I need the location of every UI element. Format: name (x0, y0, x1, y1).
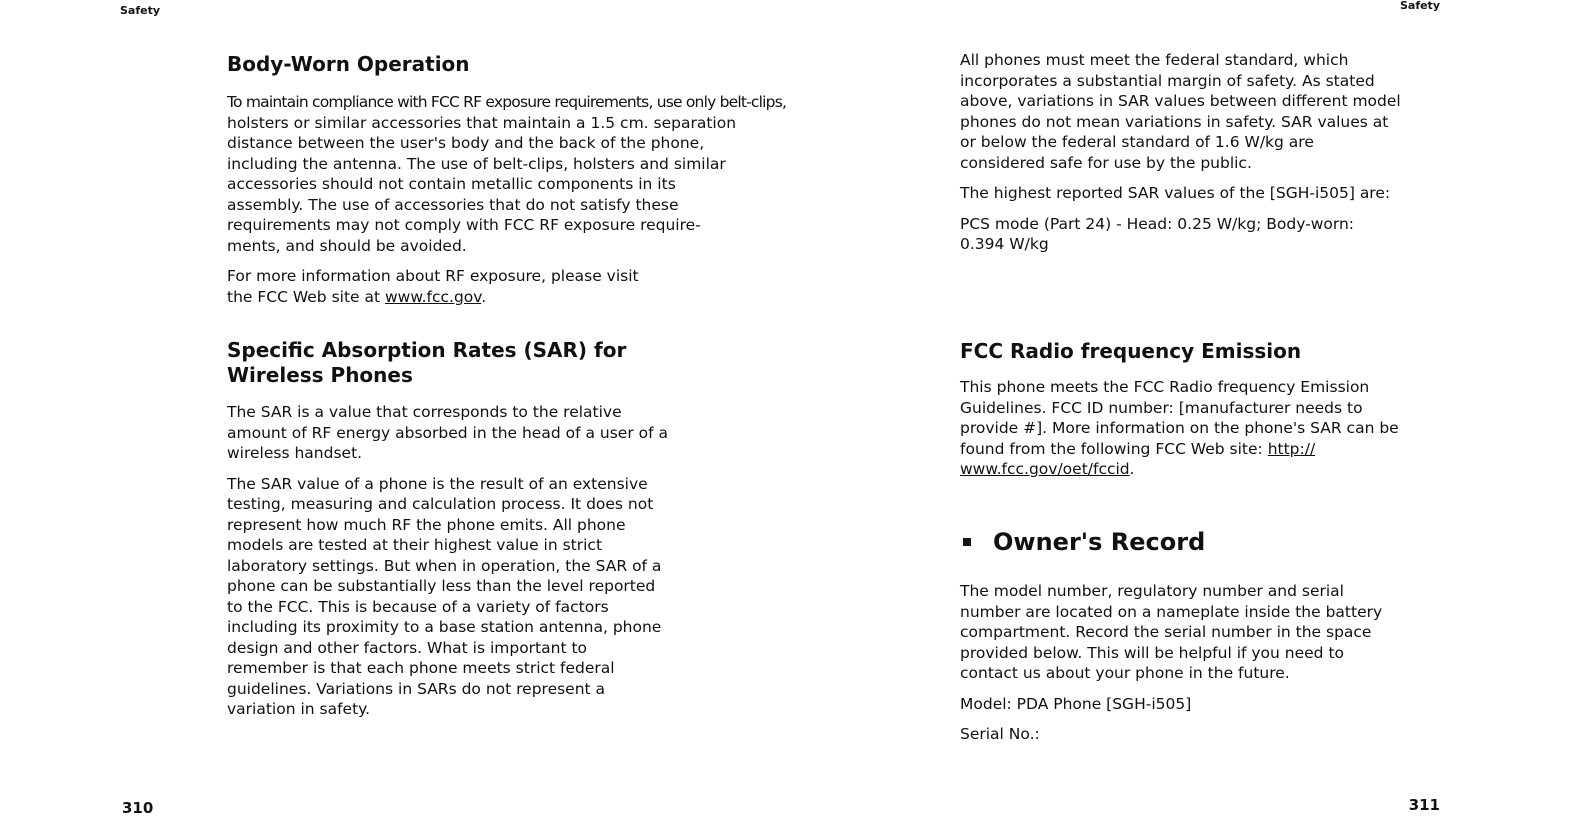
text-line: holsters or similar accessories that maintain a 1.5 cm. separation (227, 113, 737, 132)
sar-heading-line: Wireless Phones (227, 363, 413, 387)
text-line: testing, measuring and calculation process. It does not (227, 495, 654, 513)
fcc-emission-paragraph (960, 377, 1460, 480)
sar-section (227, 338, 797, 720)
square-bullet-icon (963, 538, 971, 546)
text-line: laboratory settings. But when in operation, the SAR of a (227, 556, 662, 575)
serial-line: Serial No.: (960, 725, 1040, 743)
running-head-right: Safety (1399, 0, 1440, 12)
fcc-id-link-part1[interactable]: http:// (1267, 439, 1316, 458)
fcc-website-link[interactable]: www.fcc.gov (385, 287, 482, 306)
text-line: including the antenna. The use of belt-clips, holsters and similar (227, 154, 726, 173)
text-line: ments, and should be avoided. (227, 236, 467, 255)
text-line: variation in safety. (227, 700, 371, 718)
running-head-left: Safety (120, 4, 161, 17)
fcc-emission-section (960, 339, 1460, 480)
text-line: provided below. This will be helpful if you need to (960, 643, 1345, 662)
fcc-emission-heading: FCC Radio frequency Emission (960, 339, 1302, 363)
text-line: assembly. The use of accessories that do not satisfy these (227, 195, 679, 214)
text-punctuation: . (481, 287, 487, 306)
owners-record-section (960, 527, 1460, 745)
text-line: The SAR is a value that corresponds to the relative (227, 403, 622, 421)
text-line: 0.394 W/kg (960, 235, 1049, 253)
text-line: guidelines. Variations in SARs do not represent a (227, 679, 606, 698)
text-line: models are tested at their highest value in strict (227, 536, 603, 554)
text-line: compartment. Record the serial number in the space (960, 623, 1372, 641)
sar-standard-section (960, 50, 1460, 255)
text-line: including its proximity to a base station antenna, phone (227, 618, 662, 636)
text-line: above, variations in SAR values between different model (960, 92, 1401, 110)
page-number-right: 311 (1408, 796, 1440, 814)
text-line: contact us about your phone in the future. (960, 664, 1290, 682)
text-line: phones do not mean variations in safety. SAR values at (960, 112, 1389, 131)
body-worn-section (227, 52, 797, 307)
sar-definition-paragraph (227, 402, 797, 464)
text-line: provide #]. More information on the phone's SAR can be (960, 419, 1399, 437)
text-line: The model number, regulatory number and serial (960, 582, 1344, 600)
text-punctuation: . (1129, 460, 1135, 478)
fcc-id-link-part2[interactable]: www.fcc.gov/oet/fccid (960, 460, 1130, 478)
pcs-mode-paragraph (960, 214, 1460, 255)
text-line: To maintain compliance with FCC RF exposure requirements, use only belt-clips, (227, 93, 787, 111)
text-line: the FCC Web site at (227, 287, 385, 306)
text-line: considered safe for use by the public. (960, 153, 1252, 172)
text-line: distance between the user's body and the back of the phone, (227, 134, 705, 152)
owners-record-heading (960, 527, 1460, 557)
model-line: Model: PDA Phone [SGH-i505] (960, 694, 1192, 713)
highest-sar-paragraph: The highest reported SAR values of the [SGH-i505] are: (960, 184, 1391, 202)
right-page (794, 0, 1588, 825)
text-line: design and other factors. What is important to (227, 638, 588, 657)
text-line: All phones must meet the federal standard, which (960, 51, 1349, 69)
text-line: Guidelines. FCC ID number: [manufacturer needs to (960, 398, 1363, 417)
sar-heading (227, 338, 797, 388)
owners-record-paragraph (960, 581, 1460, 684)
text-line: PCS mode (Part 24) - Head: 0.25 W/kg; Body-worn: (960, 214, 1354, 233)
text-line: or below the federal standard of 1.6 W/kg are (960, 133, 1314, 151)
owners-record-title: Owner's Record (993, 528, 1206, 556)
sar-value-paragraph (227, 474, 797, 720)
text-line: number are located on a nameplate inside the battery (960, 602, 1383, 621)
rf-exposure-paragraph (227, 266, 797, 307)
text-line: wireless handset. (227, 444, 363, 462)
text-line: incorporates a substantial margin of safety. As stated (960, 71, 1375, 90)
text-line: to the FCC. This is because of a variety of factors (227, 597, 609, 616)
text-line: found from the following FCC Web site: (960, 439, 1268, 458)
body-worn-paragraph (227, 92, 797, 256)
text-line: accessories should not contain metallic components in its (227, 175, 676, 193)
text-line: For more information about RF exposure, please visit (227, 267, 639, 285)
sar-heading-line: Specific Absorption Rates (SAR) for (227, 338, 627, 362)
text-line: represent how much RF the phone emits. All phone (227, 515, 626, 534)
federal-standard-paragraph (960, 50, 1460, 173)
text-line: The SAR value of a phone is the result of an extensive (227, 474, 648, 493)
text-line: phone can be substantially less than the level reported (227, 577, 656, 595)
text-line: This phone meets the FCC Radio frequency Emission (960, 378, 1370, 396)
body-worn-heading: Body-Worn Operation (227, 52, 470, 76)
page-number-left: 310 (122, 799, 154, 817)
text-line: remember is that each phone meets strict federal (227, 659, 615, 677)
text-line: requirements may not comply with FCC RF exposure require- (227, 216, 701, 234)
text-line: amount of RF energy absorbed in the head of a user of a (227, 423, 668, 442)
